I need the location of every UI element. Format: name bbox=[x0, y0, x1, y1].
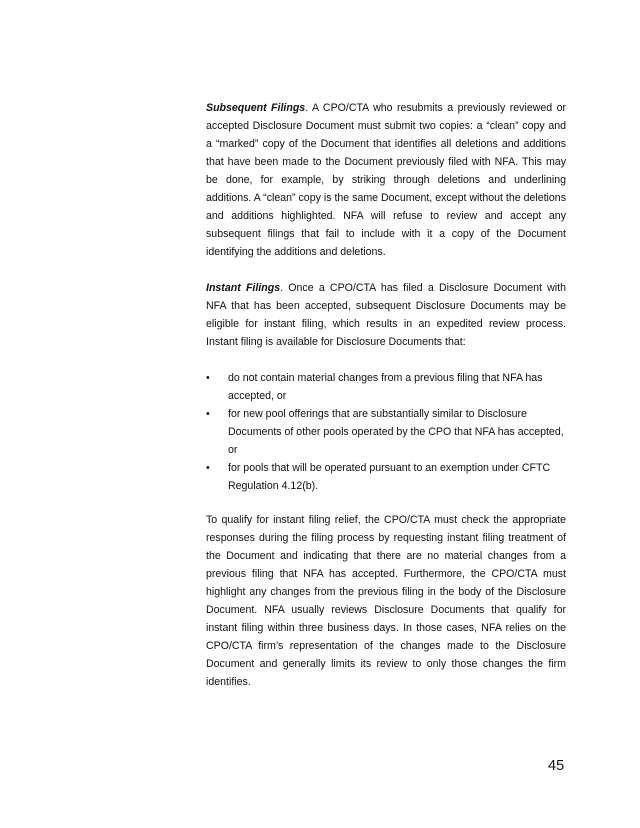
list-item bbox=[206, 369, 566, 405]
list-item bbox=[206, 405, 566, 459]
bullet-marker: • bbox=[206, 372, 210, 384]
list-item bbox=[206, 459, 566, 495]
body-qualify-instant-filing: To qualify for instant filing relief, the CPO/CTA must check the appropriate responses during the filing process by requesting instant filing treatment of the Document and indicating that there are no material changes from a previous filing that NFA has accepted. Furthermore, the CPO/CTA must highlight any changes from the previous filing in the body of the Disclosure Document. NFA usually reviews Disclosure Documents that qualify for instant filing within three business days. In those cases, NFA relies on the CPO/CTA firm’s representation of the changes made to the Disclosure Document and generally limits its review to only those changes the firm identifies. bbox=[206, 514, 566, 688]
list-item-text: for new pool offerings that are substantially similar to Disclosure Documents of other pools operated by the CPO that NFA has accepted, or bbox=[228, 408, 564, 456]
heading-instant-filings: Instant Filings bbox=[206, 282, 281, 294]
eligibility-bullet-list bbox=[206, 369, 566, 495]
heading-subsequent-filings: Subsequent Filings bbox=[206, 102, 306, 114]
body-subsequent-filings: . A CPO/CTA who resubmits a previously reviewed or accepted Disclosure Document must submit two copies: a “clean” copy and a “marked” copy of the Document that identifies all deletions and additions that have been made to the Document previously filed with NFA. This may be done, for example, by striking through deletions and underlining additions. A “clean” copy is the same Document, except without the deletions and additions highlighted. NFA will refuse to review and accept any subsequent filings that fail to include with it a copy of the Document identifying the additions and deletions. bbox=[206, 102, 567, 258]
page-number: 45 bbox=[548, 758, 565, 774]
list-item-text: do not contain material changes from a previous filing that NFA has accepted, or bbox=[228, 372, 543, 402]
page-content bbox=[206, 99, 566, 709]
list-item-text: for pools that will be operated pursuant to an exemption under CFTC Regulation 4.12(b). bbox=[228, 462, 551, 492]
bullet-marker: • bbox=[206, 462, 210, 474]
paragraph-subsequent-filings bbox=[206, 99, 566, 261]
paragraph-instant-filings bbox=[206, 279, 566, 351]
body-instant-filings: . Once a CPO/CTA has filed a Disclosure Document with NFA that has been accepted, subsequent Disclosure Documents may be eligible for instant filing, which results in an expedited review process. Instant filing is available for Disclosure Documents that: bbox=[206, 282, 566, 348]
paragraph-qualify-instant-filing bbox=[206, 511, 566, 691]
bullet-marker: • bbox=[206, 408, 210, 420]
